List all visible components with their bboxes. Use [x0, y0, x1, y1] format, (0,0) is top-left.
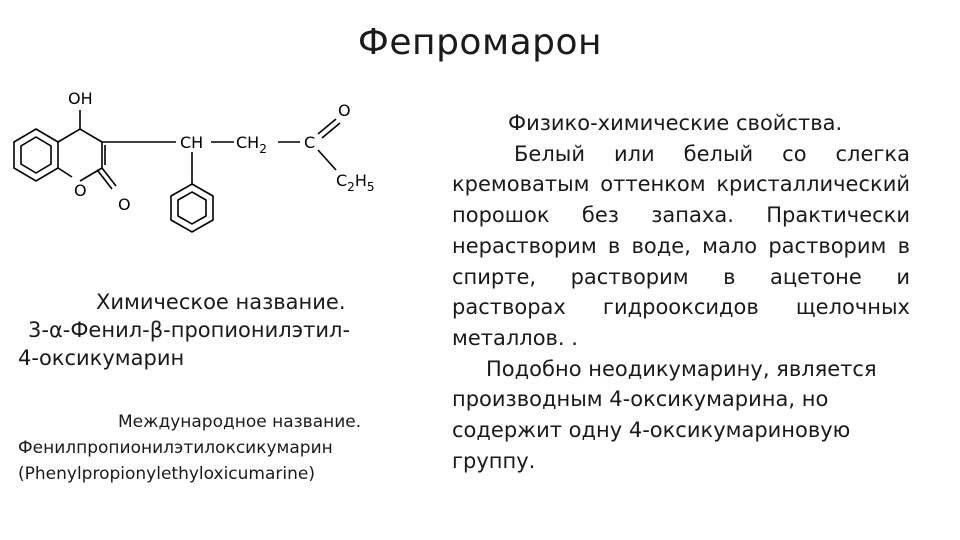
ch-label: CH — [180, 133, 204, 152]
carbonyl-c-label: C — [304, 133, 316, 152]
slide-title: Фепромарон — [357, 22, 603, 63]
ketone-oxygen-label: O — [338, 101, 351, 120]
benzo-ring — [14, 129, 58, 181]
oh-label: OH — [68, 89, 93, 108]
ethyl-label: $C_2H_5$ — [336, 171, 375, 194]
international-name-ru: Фенилпропионилэтилоксикумарин — [18, 438, 333, 458]
chemical-name-line-2: 4-оксикумарин — [18, 346, 185, 370]
properties-paragraph-2: Подобно неодикумарину, является производным 4-оксикумарина, но содержит одну 4-оксикумариновую группу. — [452, 356, 877, 473]
carbonyl-oxygen-label: O — [118, 195, 131, 214]
ring-oxygen-label: O — [74, 181, 87, 200]
chemical-name-block — [18, 288, 398, 372]
international-name-block — [18, 409, 418, 487]
ch2-label: $CH_2$ — [236, 133, 267, 156]
properties-block — [452, 108, 910, 476]
international-name-en: (Phenylpropionylethyloxicumarine) — [18, 464, 315, 484]
chemical-name-line-1: 3-α-Фенил-β-пропионилэтил- — [28, 318, 351, 342]
properties-paragraph-1: Белый или белый со слегка кремоватым оттенком кристаллический порошок без запаха. Практически нерастворим в воде, мало растворим в спирте, растворим в ацетоне и растворах гидрооксидов щелочных металлов. . — [452, 141, 910, 350]
structural-formula — [6, 82, 400, 252]
phenyl-ring — [171, 184, 213, 232]
properties-heading: Физико-химические свойства. — [508, 111, 843, 135]
pyranone-ring — [58, 110, 116, 189]
international-name-heading: Международное название. — [118, 412, 362, 432]
chemical-name-heading: Химическое название. — [96, 290, 346, 314]
